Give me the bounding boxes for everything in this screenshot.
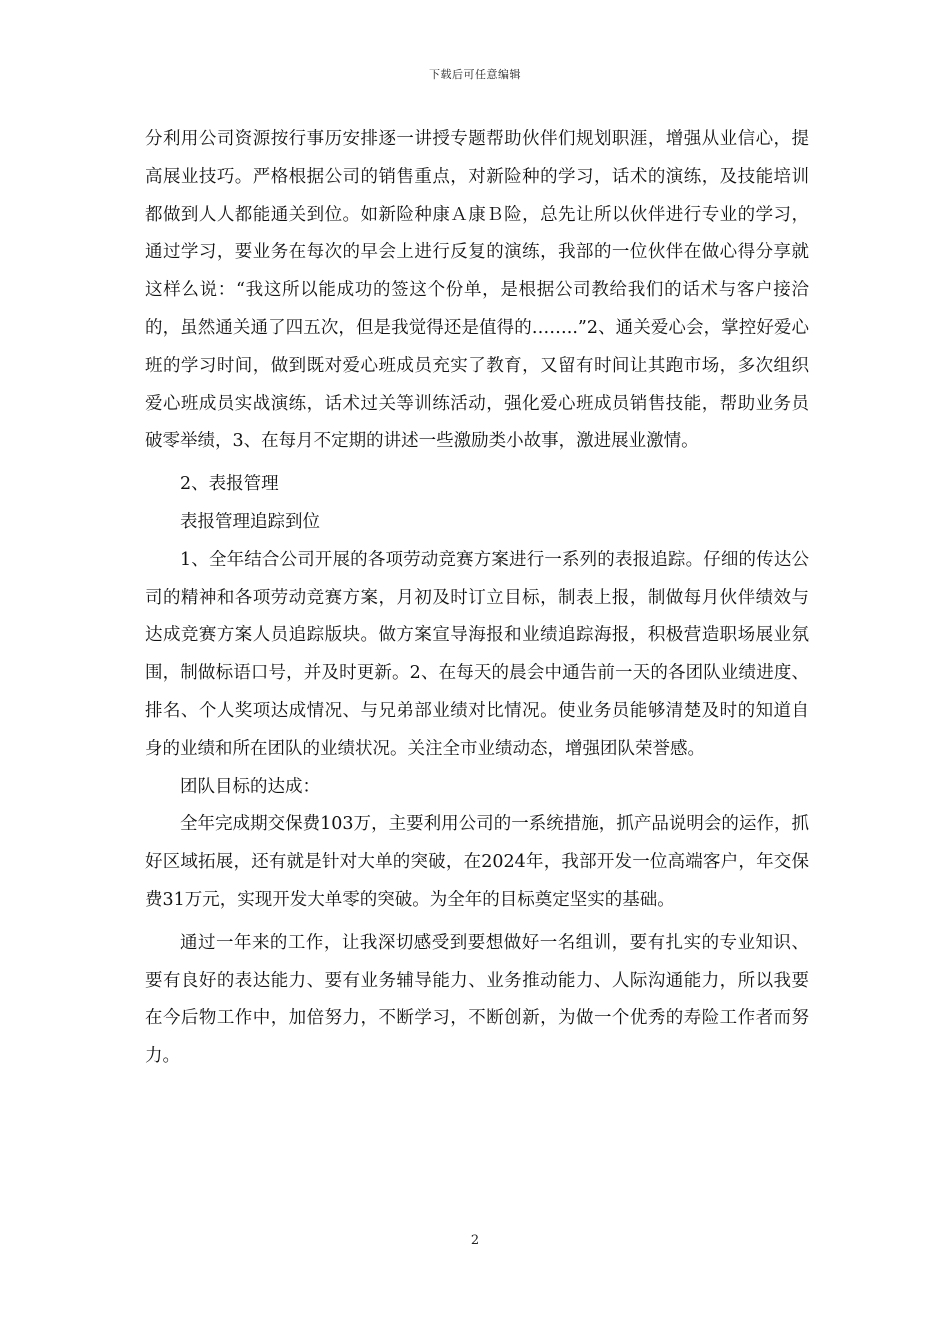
paragraph-conclusion: 通过一年来的工作，让我深切感受到要想做好一名组训，要有扎实的专业知识、要有良好的表达能力、要有业务辅导能力、业务推动能力、人际沟通能力，所以我要在今后物工作中，加倍努力，不断学习，不断创新，为做一个优秀的寿险工作者而努力。 bbox=[145, 932, 809, 1067]
document-body bbox=[145, 121, 809, 1076]
paragraph-training: 分利用公司资源按行事历安排逐一讲授专题帮助伙伴们规划职涯，增强从业信心，提高展业技巧。严格根据公司的销售重点，对新险种的学习，话术的演练，及技能培训都做到人人都能通关到位。如新险种康Ａ康Ｂ险，总先让所以伙伴进行专业的学习，通过学习，要业务在每次的早会上进行反复的演练，我部的一位伙伴在做心得分享就这样么说：“我这所以能成功的签这个份单，是根据公司教给我们的话术与客户接洽的，虽然通关通了四五次，但是我觉得还是值得的……..”2、通关爱心会，掌控好爱心班的学习时间，做到既对爱心班成员充实了教育，又留有时间让其跑市场，多次组织爱心班成员实战演练，话术过关等训练活动，强化爱心班成员销售技能，帮助业务员破零举绩，3、在每月不定期的讲述一些激励类小故事，激进展业激情。 bbox=[145, 129, 809, 452]
paragraph-report-tracking: 1、全年结合公司开展的各项劳动竞赛方案进行一系列的表报追踪。仔细的传达公司的精神和各项劳动竞赛方案，月初及时订立目标，制表上报，制做每月伙伴绩效与达成竞赛方案人员追踪版块。做方案宣导海报和业绩追踪海报，积极营造职场展业氛围，制做标语口号，并及时更新。2、在每天的晨会中通告前一天的各团队业绩进度、排名、个人奖项达成情况、与兄弟部业绩对比情况。使业务员能够清楚及时的知道自身的业绩和所在团队的业绩状况。关注全市业绩动态，增强团队荣誉感。 bbox=[145, 549, 809, 759]
subheading-team-goal: 团队目标的达成： bbox=[180, 776, 320, 797]
page-number: 2 bbox=[470, 1233, 480, 1248]
page-header-note: 下载后可任意编辑 bbox=[429, 68, 521, 81]
section-heading-report-management: 2、表报管理 bbox=[180, 474, 279, 495]
paragraph-team-goal: 全年完成期交保费103万，主要利用公司的一系统措施，抓产品说明会的运作，抓好区域拓展，还有就是针对大单的突破，在2024年，我部开发一位高端客户，年交保费31万元，实现开发大单零的突破。为全年的目标奠定坚实的基础。 bbox=[145, 814, 809, 910]
subheading-report-tracking: 表报管理追踪到位 bbox=[180, 511, 320, 532]
